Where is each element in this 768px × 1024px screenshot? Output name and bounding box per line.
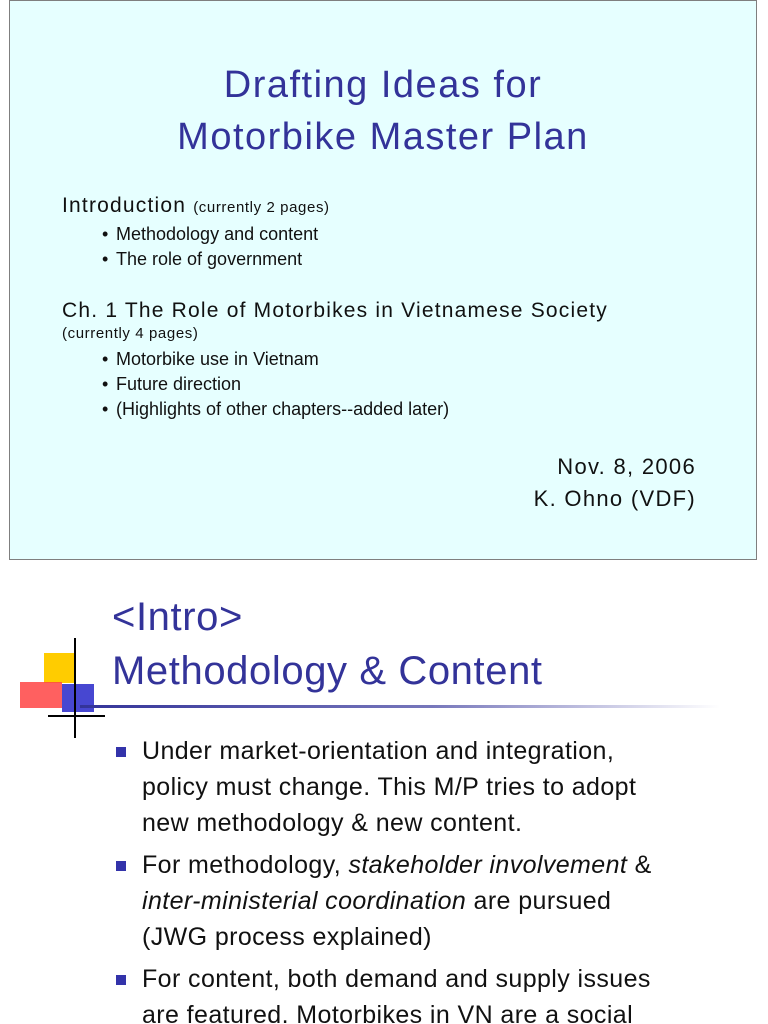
slide-1-title — [10, 59, 756, 163]
intro-bullet-list — [102, 222, 318, 272]
list-item — [112, 733, 752, 841]
bullet-dot: • — [102, 349, 109, 369]
list-item — [102, 222, 318, 247]
title-divider — [80, 705, 720, 708]
list-item — [102, 372, 449, 397]
text-run: For content, both demand and supply issues — [142, 965, 651, 993]
bullet-line — [142, 733, 752, 769]
text-run: are featured. Motorbikes in VN are a social — [142, 1001, 634, 1024]
slide-1-title-line-1: Drafting Ideas for — [223, 64, 543, 106]
list-item — [112, 961, 752, 1024]
list-item — [112, 847, 752, 955]
slide-2-title-line-2: Methodology & Content — [112, 649, 543, 693]
text-run: & — [627, 851, 652, 879]
slide-2 — [0, 568, 768, 1024]
bullet-dot: • — [102, 249, 109, 269]
bullet-line — [142, 997, 752, 1024]
list-item-text: Motorbike use in Vietnam — [116, 349, 319, 369]
text-run: new methodology & new content. — [142, 809, 523, 837]
ch1-heading: Ch. 1 The Role of Motorbikes in Vietnamese Society — [62, 299, 608, 322]
bullet-line — [142, 805, 752, 841]
text-run: (JWG process explained) — [142, 923, 432, 951]
slide-2-title-line-1: <Intro> — [112, 595, 243, 639]
bullet-dot: • — [102, 399, 109, 419]
list-item-text: The role of government — [116, 249, 303, 269]
text-run: Under market-orientation and integration, — [142, 737, 615, 765]
signature-block — [534, 451, 696, 515]
date-text: Nov. 8, 2006 — [557, 454, 696, 479]
bullet-line — [142, 883, 752, 919]
list-item — [102, 397, 449, 422]
decorative-squares-icon — [20, 638, 105, 738]
square-bullet-icon — [116, 747, 126, 757]
list-item-text: Future direction — [116, 374, 242, 394]
intro-page-note: (currently 2 pages) — [193, 199, 330, 216]
slide-1-title-line-2: Motorbike Master Plan — [177, 116, 589, 158]
intro-heading-text: Introduction — [62, 194, 187, 217]
list-item-text: Methodology and content — [116, 224, 319, 244]
bullet-line — [142, 769, 752, 805]
emphasis-text: inter-ministerial coordination — [142, 887, 467, 915]
author-text: K. Ohno (VDF) — [533, 486, 696, 511]
slide-2-bullet-list — [112, 733, 752, 1024]
square-bullet-icon — [116, 861, 126, 871]
list-item-text: (Highlights of other chapters--added later) — [116, 399, 450, 419]
ch1-page-note: (currently 4 pages) — [62, 325, 199, 342]
bullet-line — [142, 919, 752, 955]
ch1-bullet-list — [102, 347, 449, 422]
text-run: For methodology, — [142, 851, 349, 879]
list-item — [102, 247, 318, 272]
emphasis-text: stakeholder involvement — [348, 851, 628, 879]
slide-1 — [9, 0, 757, 560]
bullet-line — [142, 847, 752, 883]
text-run: policy must change. This M/P tries to adopt — [142, 773, 637, 801]
square-bullet-icon — [116, 975, 126, 985]
list-item — [102, 347, 449, 372]
bullet-dot: • — [102, 374, 109, 394]
bullet-line — [142, 961, 752, 997]
slide-2-title — [112, 590, 543, 698]
text-run: are pursued — [466, 887, 612, 915]
intro-heading — [62, 194, 330, 218]
bullet-dot: • — [102, 224, 109, 244]
